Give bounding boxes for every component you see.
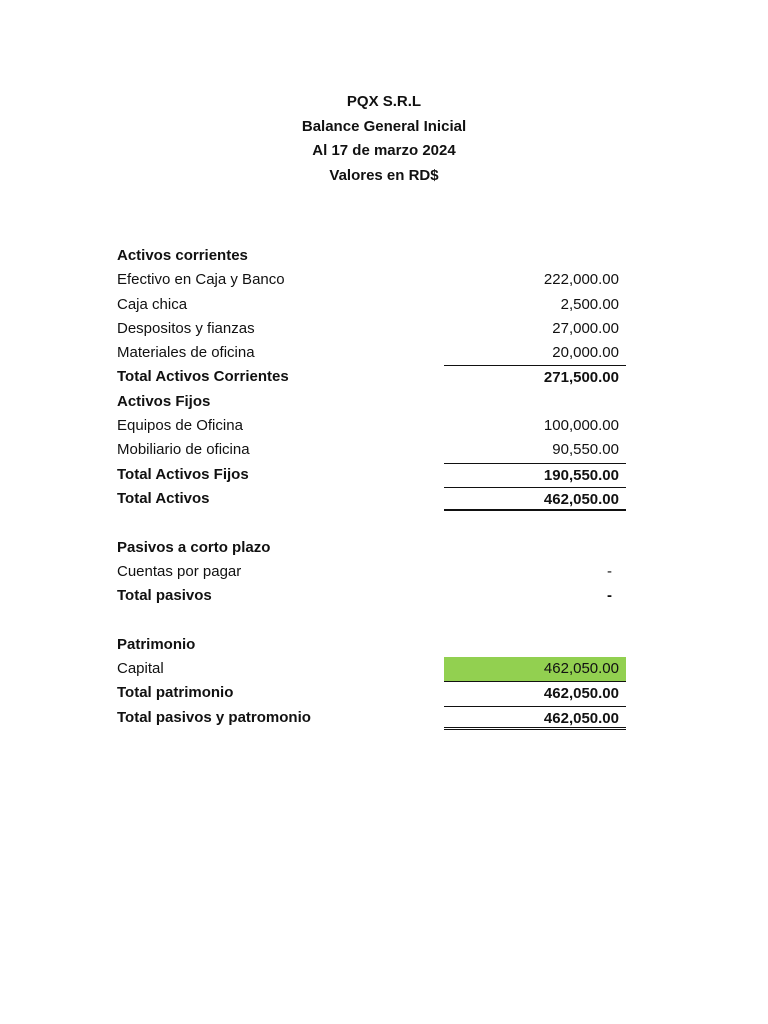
- total-equity-row: [117, 681, 627, 705]
- section-heading-label: Activos corrientes: [117, 247, 248, 264]
- section-heading-liabilities: [117, 536, 627, 560]
- total-assets-row: [117, 487, 627, 511]
- balance-sheet: [117, 244, 627, 730]
- line-item-label: Mobiliario de oficina: [117, 441, 250, 459]
- blank-row: [117, 608, 627, 632]
- line-item-label: Materiales de oficina: [117, 344, 255, 362]
- total-amount: 190,550.00: [444, 463, 626, 487]
- total-label: Total Activos Fijos: [117, 465, 249, 483]
- total-amount: -: [607, 587, 612, 605]
- total-label: Total patrimonio: [117, 684, 234, 702]
- report-title: Balance General Inicial: [301, 117, 467, 135]
- currency-note: Valores en RD$: [329, 166, 439, 184]
- company-name: PQX S.R.L: [346, 93, 422, 110]
- section-heading-current-assets: [117, 244, 627, 268]
- line-item-amount: 90,550.00: [552, 441, 619, 459]
- line-item-furniture: [117, 438, 627, 462]
- total-label: Total Activos: [117, 489, 210, 507]
- total-label: Total Activos Corrientes: [117, 368, 289, 386]
- line-item-amount: -: [607, 562, 612, 580]
- total-amount: 462,050.00: [444, 706, 626, 730]
- section-heading-fixed-assets: [117, 390, 627, 414]
- line-item-label: Despositos y fianzas: [117, 319, 255, 337]
- total-amount: 462,050.00: [444, 681, 626, 705]
- total-liabilities-row: [117, 584, 627, 608]
- line-item-label: Capital: [117, 660, 164, 678]
- line-item-amount: 2,500.00: [560, 295, 619, 313]
- section-heading-label: Pasivos a corto plazo: [117, 538, 271, 556]
- section-heading-equity: [117, 633, 627, 657]
- line-item-label: Equipos de Oficina: [117, 417, 243, 435]
- total-liabilities-equity-row: [117, 706, 627, 730]
- line-item-label: Efectivo en Caja y Banco: [117, 271, 285, 289]
- line-item-cash: [117, 268, 627, 292]
- line-item-office-supplies: [117, 341, 627, 365]
- section-heading-label: Activos Fijos: [117, 392, 211, 410]
- line-item-accounts-payable: [117, 560, 627, 584]
- line-item-label: Caja chica: [117, 295, 188, 313]
- line-item-amount: 20,000.00: [552, 344, 619, 362]
- line-item-capital: [117, 657, 627, 681]
- line-item-amount-highlighted: 462,050.00: [444, 657, 626, 681]
- total-label: Total pasivos y patromonio: [117, 708, 311, 726]
- total-amount: 462,050.00: [444, 487, 626, 511]
- line-item-office-equipment: [117, 414, 627, 438]
- line-item-deposits: [117, 317, 627, 341]
- line-item-amount: 27,000.00: [552, 319, 619, 337]
- section-heading-label: Patrimonio: [117, 635, 196, 653]
- total-current-assets-row: [117, 365, 627, 389]
- report-header: [0, 90, 768, 188]
- report-date: Al 17 de marzo 2024: [312, 142, 456, 159]
- total-amount: 271,500.00: [444, 365, 626, 389]
- total-label: Total pasivos: [117, 587, 212, 605]
- line-item-petty-cash: [117, 293, 627, 317]
- total-fixed-assets-row: [117, 463, 627, 487]
- line-item-label: Cuentas por pagar: [117, 562, 242, 580]
- line-item-amount: 222,000.00: [543, 271, 619, 289]
- line-item-amount: 100,000.00: [543, 417, 619, 435]
- blank-row: [117, 511, 627, 535]
